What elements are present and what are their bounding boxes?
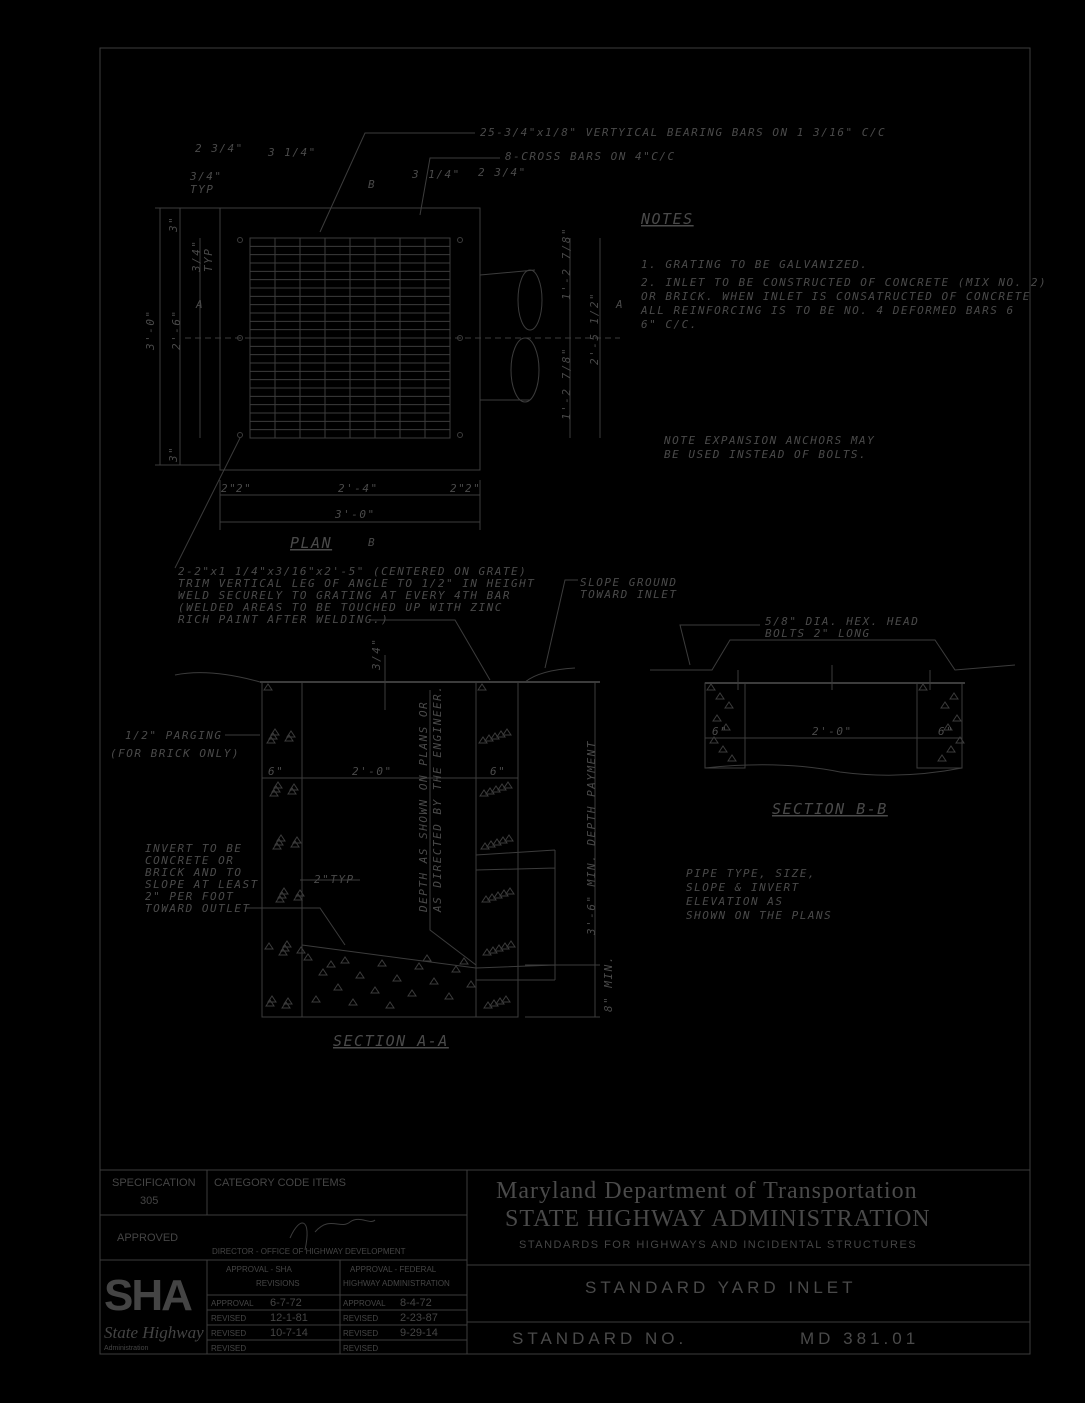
signature: [290, 1219, 375, 1250]
director-label: DIRECTOR - OFFICE OF HIGHWAY DEVELOPMENT: [212, 1247, 406, 1256]
section-bb-dim: 6": [938, 725, 955, 738]
section-aa-dim: 6": [268, 765, 285, 778]
plan-dim: 3/4": [190, 170, 223, 183]
parging-note-line: (FOR BRICK ONLY): [110, 747, 240, 760]
section-aa-view: [175, 655, 600, 1017]
plan-title: PLAN: [290, 534, 333, 552]
plan-b-marker: B: [368, 178, 377, 191]
plan-dim: 2'-6": [170, 309, 183, 350]
notes-line: 1. GRATING TO BE GALVANIZED.: [641, 258, 869, 271]
plan-a-marker-right: A: [616, 298, 625, 311]
pipe-note-line: SHOWN ON THE PLANS: [686, 909, 833, 922]
pipe-note-line: ELEVATION AS: [686, 895, 784, 908]
slope-note-line: TOWARD INLET: [580, 588, 678, 601]
min8-dim: 8" MIN.: [602, 955, 615, 1012]
category-label: CATEGORY CODE ITEMS: [214, 1177, 347, 1189]
invert-note-line: SLOPE AT LEAST: [145, 878, 259, 891]
svg-text:Administration: Administration: [104, 1345, 149, 1352]
standard-number: MD 381.01: [800, 1329, 920, 1348]
invert-note-line: TOWARD OUTLET: [145, 902, 251, 915]
min-depth-label: 3'-6" MIN. DEPTH PAYMENT: [585, 740, 598, 935]
revision-date: 8-4-72: [400, 1297, 432, 1309]
invert-note-line: CONCRETE OR: [145, 854, 235, 867]
angle-note-line: WELD SECURELY TO GRATING AT EVERY 4TH BAR: [178, 589, 512, 602]
fhwa-approval-header: HIGHWAY ADMINISTRATION: [343, 1279, 450, 1288]
bolts-note-line: BOLTS 2" LONG: [765, 627, 871, 640]
section-bb-dim-inner: 2'-0": [812, 725, 853, 738]
section-aa-title: SECTION A-A: [333, 1032, 449, 1050]
notes-heading: NOTES: [641, 210, 694, 228]
invert-note-line: INVERT TO BE: [145, 842, 243, 855]
plan-dim: 2": [450, 482, 467, 495]
revision-date: 2-23-87: [400, 1312, 438, 1324]
approved-label: APPROVED: [117, 1232, 179, 1244]
spec-label: SPECIFICATION: [112, 1177, 196, 1189]
notes-line: OR BRICK. WHEN INLET IS CONSATRUCTED OF CONCRETE: [641, 290, 1031, 303]
plan-dim: TYP: [190, 183, 215, 196]
sha-logo: [104, 1271, 204, 1352]
notes-line: ALL REINFORCING IS TO BE NO. 4 DEFORMED BARS 6: [641, 304, 1015, 317]
slope-note-line: SLOPE GROUND: [580, 576, 678, 589]
expansion-note-line: BE USED INSTEAD OF BOLTS.: [664, 448, 868, 461]
sha-approval-header: APPROVAL - SHA: [226, 1265, 292, 1274]
revision-label: APPROVAL: [343, 1299, 386, 1308]
plan-b-marker-bottom: B: [368, 536, 377, 549]
bearing-bars-label: 25-3/4"x1/8" VERTYICAL BEARING BARS ON 1 3/16" C/C: [480, 126, 887, 139]
plan-dim: 2": [221, 482, 238, 495]
plan-dim-width: 2'-4": [338, 482, 379, 495]
pipe-note-line: SLOPE & INVERT: [686, 881, 800, 894]
plan-dim-total: 3'-0": [335, 508, 376, 521]
notes-line: 6" C/C.: [641, 318, 698, 331]
plan-dim-height: 3'-0": [144, 309, 157, 350]
plan-dim: 2 3/4": [478, 166, 527, 179]
angle-note-line: TRIM VERTICAL LEG OF ANGLE TO 1/2" IN HEIGHT: [178, 577, 536, 590]
section-bb-view: [650, 640, 1015, 775]
section-aa-dim: 6": [490, 765, 507, 778]
bolts-note-line: 5/8" DIA. HEX. HEAD: [765, 615, 920, 628]
grate-dim: 3/4": [370, 637, 383, 670]
section-aa-dim-inner: 2'-0": [352, 765, 393, 778]
parging-note-line: 1/2" PARGING: [125, 729, 223, 742]
svg-text:State Highway: State Highway: [104, 1323, 204, 1342]
expansion-note-line: NOTE EXPANSION ANCHORS MAY: [664, 434, 876, 447]
plan-dim: 3": [167, 445, 180, 462]
agency-name: Maryland Department of Transportation: [496, 1178, 918, 1204]
revision-label: REVISED: [211, 1344, 247, 1353]
plan-dim: 1'-2 7/8": [560, 346, 573, 420]
angle-note-line: (WELDED AREAS TO BE TOUCHED UP WITH ZINC: [178, 601, 503, 614]
revision-label: REVISED: [211, 1314, 247, 1323]
revision-date: 6-7-72: [270, 1297, 302, 1309]
plan-view: [155, 133, 620, 568]
svg-text:SHA: SHA: [104, 1271, 191, 1320]
sha-approval-header: REVISIONS: [256, 1279, 300, 1288]
invert-note-line: 2" PER FOOT: [145, 890, 235, 903]
revision-date: 10-7-14: [270, 1327, 308, 1339]
angle-note-line: 2-2"x1 1/4"x3/16"x2'-5" (CENTERED ON GRATE): [178, 565, 528, 578]
revision-label: REVISED: [343, 1314, 379, 1323]
plan-dim: 2": [465, 482, 482, 495]
section-bb-title: SECTION B-B: [772, 800, 888, 818]
plan-dim: 2 3/4": [195, 142, 244, 155]
angle-note-line: RICH PAINT AFTER WELDING.): [178, 613, 390, 626]
revision-label: REVISED: [211, 1329, 247, 1338]
standard-number-label: STANDARD NO.: [512, 1329, 688, 1348]
plan-dim: 3/4": [190, 239, 203, 272]
revision-label: REVISED: [343, 1344, 379, 1353]
plan-dim: TYP: [202, 247, 215, 272]
plan-dim: 3 1/4": [268, 146, 317, 159]
plan-dim: 3 1/4": [412, 168, 461, 181]
section-bb-dim: 6": [712, 725, 729, 738]
plan-a-marker-left: A: [196, 298, 205, 311]
left-wall: [262, 682, 302, 1017]
invert-note-line: BRICK AND TO: [145, 866, 243, 879]
depth-note-line: DEPTH AS SHOWN ON PLANS OR: [417, 700, 430, 912]
revision-label: REVISED: [343, 1329, 379, 1338]
typ-dim: 2"TYP: [314, 873, 355, 886]
plan-dim: 2'-5 1/2": [588, 291, 601, 365]
revision-label: APPROVAL: [211, 1299, 254, 1308]
plan-dim: 3": [167, 215, 180, 232]
plan-dim: 2": [236, 482, 253, 495]
agency-standards: STANDARDS FOR HIGHWAYS AND INCIDENTAL STRUCTURES: [519, 1239, 918, 1251]
depth-note-line: AS DIRECTED BY THE ENGINEER.: [431, 684, 444, 912]
plan-dim: 1'-2 7/8": [560, 226, 573, 300]
spec-number: 305: [140, 1195, 159, 1207]
cross-bars-label: 8-CROSS BARS ON 4"C/C: [505, 150, 676, 163]
concrete-hatching: [707, 684, 964, 761]
drawing-title: STANDARD YARD INLET: [585, 1278, 857, 1297]
agency-subname: STATE HIGHWAY ADMINISTRATION: [505, 1206, 931, 1232]
fhwa-approval-header: APPROVAL - FEDERAL: [350, 1265, 437, 1274]
revision-date: 9-29-14: [400, 1327, 438, 1339]
revision-date: 12-1-81: [270, 1312, 308, 1324]
pipe-note-line: PIPE TYPE, SIZE,: [686, 867, 816, 880]
notes-line: 2. INLET TO BE CONSTRUCTED OF CONCRETE (MIX NO. 2): [641, 276, 1048, 289]
